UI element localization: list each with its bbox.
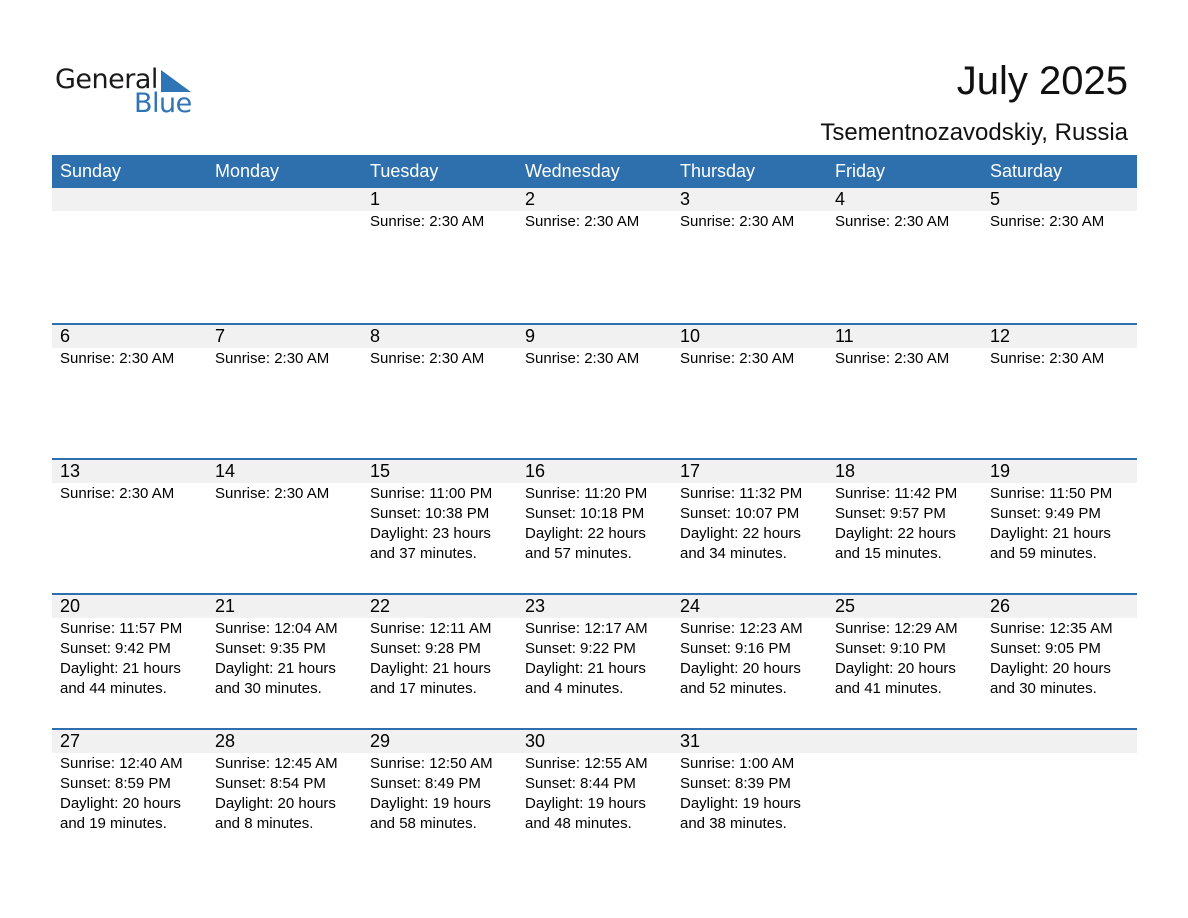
- location-label: Tsementnozavodskiy, Russia: [820, 119, 1128, 146]
- day-cell: [827, 730, 982, 834]
- day-number: 3: [680, 189, 691, 209]
- day-info: [680, 484, 827, 564]
- day-number: 10: [680, 326, 701, 346]
- day-info: [835, 349, 982, 369]
- day-info-line: and 15 minutes.: [835, 545, 942, 562]
- day-number: 17: [680, 461, 701, 481]
- day-info-line: Daylight: 20 hours: [990, 660, 1111, 677]
- day-cell: [982, 325, 1137, 369]
- day-info-line: Sunrise: 12:04 AM: [215, 620, 338, 637]
- day-info: [835, 484, 982, 564]
- day-info-line: Sunrise: 2:30 AM: [990, 350, 1105, 367]
- day-cell: [827, 460, 982, 564]
- day-info-line: Daylight: 21 hours: [60, 660, 181, 677]
- day-cell: [672, 325, 827, 369]
- weekday-thursday: Thursday: [680, 161, 756, 181]
- day-info: [215, 484, 362, 504]
- day-info-line: Daylight: 22 hours: [835, 525, 956, 542]
- day-info-line: Daylight: 21 hours: [370, 660, 491, 677]
- day-info-line: Sunrise: 11:20 PM: [525, 485, 648, 502]
- day-info-line: Sunrise: 2:30 AM: [60, 485, 175, 502]
- day-info-line: Daylight: 19 hours: [525, 795, 646, 812]
- day-info-line: Sunrise: 2:30 AM: [835, 350, 950, 367]
- weekday-header-row: [52, 155, 1137, 188]
- day-number: 26: [990, 596, 1011, 616]
- day-cell: [982, 595, 1137, 699]
- day-info: [370, 349, 517, 369]
- day-cell: [207, 460, 362, 564]
- day-info-line: and 41 minutes.: [835, 680, 942, 697]
- week-row: [52, 593, 1137, 728]
- day-info-line: Sunset: 9:35 PM: [215, 640, 326, 657]
- week-row: [52, 188, 1137, 323]
- day-cell: [672, 188, 827, 232]
- week-days: [52, 460, 1137, 564]
- day-info-line: and 30 minutes.: [990, 680, 1097, 697]
- day-cell: [207, 325, 362, 369]
- week-row: [52, 458, 1137, 593]
- day-number: 12: [990, 326, 1011, 346]
- day-info-line: Daylight: 21 hours: [525, 660, 646, 677]
- day-cell: [672, 595, 827, 699]
- day-number: 14: [215, 461, 236, 481]
- week-days: [52, 730, 1137, 834]
- day-info: [835, 212, 982, 232]
- day-info-line: Daylight: 19 hours: [680, 795, 801, 812]
- day-info-line: and 59 minutes.: [990, 545, 1097, 562]
- day-info: [370, 754, 517, 834]
- day-cell: [362, 595, 517, 699]
- day-info: [370, 484, 517, 564]
- day-info: [60, 349, 207, 369]
- day-info: [60, 619, 207, 699]
- day-info-line: and 37 minutes.: [370, 545, 477, 562]
- day-number: 31: [680, 731, 701, 751]
- day-cell: [52, 188, 207, 232]
- day-info-line: Sunrise: 2:30 AM: [370, 350, 485, 367]
- page-title: July 2025: [956, 59, 1128, 103]
- day-info-line: Sunset: 8:49 PM: [370, 775, 481, 792]
- weekday-tuesday: Tuesday: [370, 161, 439, 181]
- day-info-line: Sunset: 10:18 PM: [525, 505, 645, 522]
- weeks-container: [52, 188, 1137, 863]
- day-info-line: Daylight: 20 hours: [680, 660, 801, 677]
- day-info: [60, 754, 207, 834]
- day-info-line: and 8 minutes.: [215, 815, 314, 832]
- day-number: 5: [990, 189, 1001, 209]
- day-info: [60, 484, 207, 504]
- weekday-wednesday: Wednesday: [525, 161, 620, 181]
- day-info-line: Sunrise: 2:30 AM: [370, 213, 485, 230]
- day-info-line: Sunrise: 2:30 AM: [525, 350, 640, 367]
- day-info-line: Sunrise: 2:30 AM: [680, 350, 795, 367]
- day-number: 29: [370, 731, 391, 751]
- day-info-line: Sunset: 9:05 PM: [990, 640, 1101, 657]
- day-cell: [672, 730, 827, 834]
- day-number: 21: [215, 596, 236, 616]
- day-info-line: Sunrise: 2:30 AM: [215, 350, 330, 367]
- day-info-line: Daylight: 20 hours: [215, 795, 336, 812]
- day-info-line: Sunrise: 2:30 AM: [680, 213, 795, 230]
- day-cell: [827, 188, 982, 232]
- day-info-line: and 30 minutes.: [215, 680, 322, 697]
- day-number: 25: [835, 596, 856, 616]
- day-cell: [52, 460, 207, 564]
- day-cell: [827, 325, 982, 369]
- logo-text-blue: Blue: [134, 88, 192, 119]
- day-info-line: and 48 minutes.: [525, 815, 632, 832]
- day-info-line: Sunset: 9:28 PM: [370, 640, 481, 657]
- day-info-line: Sunset: 8:44 PM: [525, 775, 636, 792]
- day-info-line: Sunrise: 12:17 AM: [525, 620, 648, 637]
- day-info-line: Sunrise: 12:40 AM: [60, 755, 183, 772]
- day-number: 13: [60, 461, 81, 481]
- day-info: [215, 349, 362, 369]
- day-info-line: Sunset: 9:22 PM: [525, 640, 636, 657]
- day-cell: [982, 730, 1137, 834]
- day-info-line: Sunset: 10:38 PM: [370, 505, 490, 522]
- day-info-line: and 52 minutes.: [680, 680, 787, 697]
- day-info-line: Daylight: 21 hours: [215, 660, 336, 677]
- day-cell: [517, 595, 672, 699]
- week-row: [52, 728, 1137, 863]
- day-number: 4: [835, 189, 846, 209]
- day-info: [990, 619, 1137, 699]
- day-number: [835, 730, 982, 753]
- day-number: 19: [990, 461, 1011, 481]
- day-number: 1: [370, 189, 381, 209]
- day-info-line: Sunrise: 11:42 PM: [835, 485, 958, 502]
- day-info-line: Sunset: 10:07 PM: [680, 505, 800, 522]
- day-info: [680, 349, 827, 369]
- day-info-line: Sunrise: 11:57 PM: [60, 620, 183, 637]
- day-number: 7: [215, 326, 226, 346]
- day-info: [525, 754, 672, 834]
- day-info: [990, 349, 1137, 369]
- day-info: [525, 619, 672, 699]
- day-info: [215, 619, 362, 699]
- day-cell: [207, 730, 362, 834]
- day-info-line: and 38 minutes.: [680, 815, 787, 832]
- day-number: 18: [835, 461, 856, 481]
- day-cell: [517, 188, 672, 232]
- day-info-line: Sunrise: 11:32 PM: [680, 485, 803, 502]
- day-info-line: Sunrise: 2:30 AM: [990, 213, 1105, 230]
- day-info-line: and 58 minutes.: [370, 815, 477, 832]
- day-info-line: Sunrise: 12:55 AM: [525, 755, 648, 772]
- logo-text-general: General: [55, 64, 158, 95]
- day-cell: [672, 460, 827, 564]
- day-info-line: and 19 minutes.: [60, 815, 167, 832]
- day-number: [990, 730, 1137, 753]
- day-number: 22: [370, 596, 391, 616]
- day-info-line: Sunrise: 12:50 AM: [370, 755, 493, 772]
- week-days: [52, 188, 1137, 232]
- day-info-line: Sunrise: 2:30 AM: [60, 350, 175, 367]
- day-info-line: Sunset: 8:59 PM: [60, 775, 171, 792]
- day-info-line: Sunrise: 12:11 AM: [370, 620, 492, 637]
- day-number: [60, 188, 207, 211]
- day-cell: [517, 325, 672, 369]
- day-info-line: Sunrise: 12:35 AM: [990, 620, 1113, 637]
- day-info-line: and 17 minutes.: [370, 680, 477, 697]
- day-info-line: and 34 minutes.: [680, 545, 787, 562]
- day-info: [525, 484, 672, 564]
- day-info: [680, 212, 827, 232]
- day-info-line: Sunrise: 2:30 AM: [215, 485, 330, 502]
- day-number: 28: [215, 731, 236, 751]
- day-info-line: Sunset: 8:39 PM: [680, 775, 791, 792]
- day-number: 8: [370, 326, 381, 346]
- day-info-line: Sunrise: 12:45 AM: [215, 755, 338, 772]
- weekday-saturday: Saturday: [990, 161, 1063, 181]
- day-number: 16: [525, 461, 546, 481]
- day-number: 23: [525, 596, 546, 616]
- day-cell: [517, 460, 672, 564]
- day-cell: [362, 188, 517, 232]
- day-info: [990, 212, 1137, 232]
- day-info: [990, 484, 1137, 564]
- day-info: [835, 619, 982, 699]
- day-cell: [517, 730, 672, 834]
- day-info: [215, 754, 362, 834]
- day-info-line: Sunrise: 11:00 PM: [370, 485, 493, 502]
- day-number: 24: [680, 596, 701, 616]
- day-info-line: Daylight: 20 hours: [60, 795, 181, 812]
- day-info: [525, 212, 672, 232]
- day-info-line: Daylight: 23 hours: [370, 525, 491, 542]
- day-cell: [207, 595, 362, 699]
- day-cell: [982, 460, 1137, 564]
- day-cell: [362, 730, 517, 834]
- day-info: [680, 754, 827, 834]
- day-info: [370, 619, 517, 699]
- day-info-line: Daylight: 20 hours: [835, 660, 956, 677]
- day-cell: [52, 325, 207, 369]
- day-cell: [827, 595, 982, 699]
- day-info-line: Daylight: 19 hours: [370, 795, 491, 812]
- day-info-line: Sunset: 9:10 PM: [835, 640, 946, 657]
- day-info-line: Sunset: 9:57 PM: [835, 505, 946, 522]
- day-info-line: and 57 minutes.: [525, 545, 632, 562]
- day-cell: [52, 595, 207, 699]
- day-info-line: Daylight: 21 hours: [990, 525, 1111, 542]
- day-number: [215, 188, 362, 211]
- weekday-friday: Friday: [835, 161, 886, 181]
- week-days: [52, 595, 1137, 699]
- day-info-line: Sunset: 9:49 PM: [990, 505, 1101, 522]
- day-info: [525, 349, 672, 369]
- day-number: 27: [60, 731, 81, 751]
- day-number: 2: [525, 189, 536, 209]
- day-info-line: Sunrise: 12:23 AM: [680, 620, 803, 637]
- day-number: 15: [370, 461, 391, 481]
- day-info-line: Daylight: 22 hours: [680, 525, 801, 542]
- week-row: [52, 323, 1137, 458]
- day-cell: [52, 730, 207, 834]
- day-cell: [362, 460, 517, 564]
- day-info-line: and 4 minutes.: [525, 680, 624, 697]
- day-number: 6: [60, 326, 71, 346]
- week-days: [52, 325, 1137, 369]
- day-cell: [362, 325, 517, 369]
- day-cell: [207, 188, 362, 232]
- weekday-monday: Monday: [215, 161, 280, 181]
- day-info-line: and 44 minutes.: [60, 680, 167, 697]
- day-number: 20: [60, 596, 81, 616]
- brand-logo: [55, 64, 215, 124]
- weekday-sunday: Sunday: [60, 161, 122, 181]
- day-info-line: Sunset: 9:42 PM: [60, 640, 171, 657]
- day-info: [680, 619, 827, 699]
- day-info-line: Sunset: 9:16 PM: [680, 640, 791, 657]
- day-info-line: Sunrise: 12:29 AM: [835, 620, 958, 637]
- day-number: 11: [835, 326, 854, 346]
- day-number: 9: [525, 326, 536, 346]
- day-info-line: Sunrise: 2:30 AM: [835, 213, 950, 230]
- day-cell: [982, 188, 1137, 232]
- calendar-grid: [52, 155, 1137, 863]
- day-info: [370, 212, 517, 232]
- day-number: 30: [525, 731, 546, 751]
- day-info-line: Sunrise: 11:50 PM: [990, 485, 1113, 502]
- day-info-line: Sunrise: 1:00 AM: [680, 755, 795, 772]
- day-info-line: Daylight: 22 hours: [525, 525, 646, 542]
- day-info-line: Sunset: 8:54 PM: [215, 775, 326, 792]
- day-info-line: Sunrise: 2:30 AM: [525, 213, 640, 230]
